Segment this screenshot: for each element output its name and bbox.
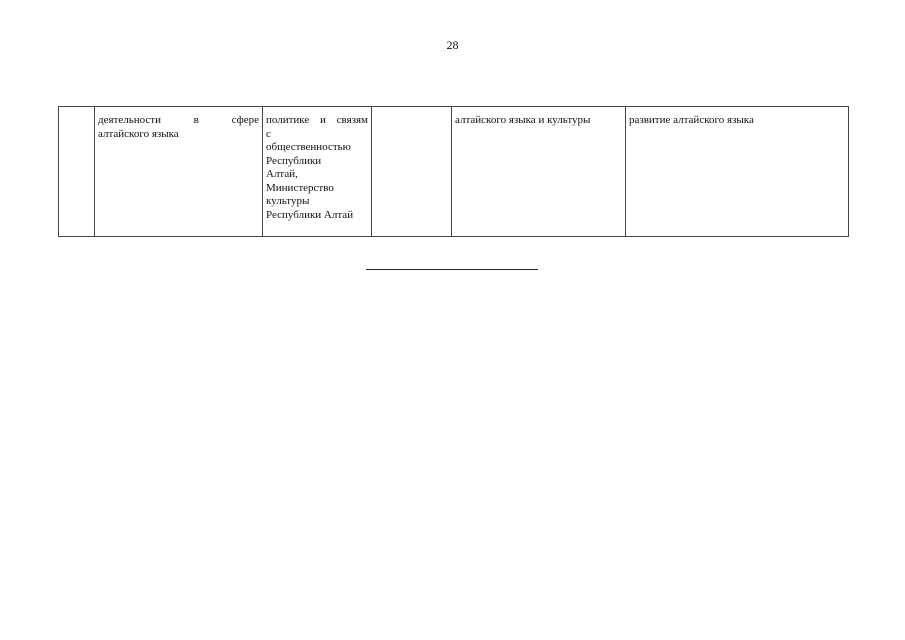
table-cell-goal: развитие алтайского языка (626, 107, 849, 237)
cell-text-line: Министерство (266, 181, 334, 194)
cell-text-line: с (266, 127, 271, 140)
document-table (58, 106, 849, 237)
table-cell-term (372, 107, 452, 237)
page-number: 28 (446, 38, 459, 52)
cell-text-line: культуры (266, 195, 310, 207)
table-row (59, 107, 849, 237)
cell-text-line: общественностью (266, 141, 351, 153)
table-cell-executor (263, 107, 372, 237)
table-cell-number (59, 107, 95, 237)
cell-text-line: Республики (266, 154, 322, 167)
cell-text-line: деятельности в сфере (98, 114, 259, 126)
end-divider-line (366, 269, 538, 270)
cell-text-line: политике и связям (266, 114, 368, 126)
cell-text-line: Алтай, (266, 168, 298, 180)
cell-text-line: алтайского языка (98, 127, 179, 140)
cell-text-line: Республики Алтай (266, 208, 354, 221)
table-cell-result: алтайского языка и культуры (452, 107, 626, 237)
table-cell-activity (95, 107, 263, 237)
